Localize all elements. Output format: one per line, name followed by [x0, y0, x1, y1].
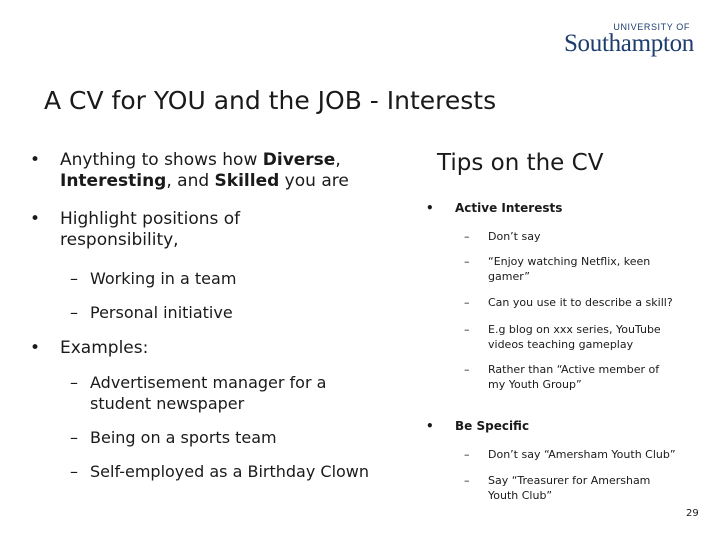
- text-fragment: you are: [279, 171, 349, 191]
- tip-item-text: Rather than “Active member of my Youth Group”: [488, 363, 660, 391]
- tip-item-text: Say “Treasurer for Amersham Youth Club”: [488, 474, 651, 502]
- dash-marker: –: [464, 323, 470, 336]
- tip-item-text: Don’t say “Amersham Youth Club”: [488, 448, 676, 461]
- example-text: Being on a sports team: [90, 428, 277, 447]
- tips-title: Tips on the CV: [437, 150, 604, 176]
- keyword-skilled: Skilled: [214, 171, 280, 191]
- sub-bullet-text: Personal initiative: [90, 303, 233, 322]
- dash-marker: –: [70, 269, 78, 288]
- dash-marker: –: [70, 303, 78, 322]
- bullet-text: [60, 150, 390, 192]
- text-fragment: , and: [166, 171, 215, 191]
- text-line: student newspaper: [90, 394, 245, 413]
- page-number: 29: [686, 508, 699, 519]
- logo-main-text: Southampton: [563, 30, 694, 57]
- dash-marker: –: [464, 363, 470, 376]
- bullet-dot: •: [426, 201, 434, 215]
- tip-item-text: E.g blog on xxx series, YouTube videos teaching gameplay: [488, 323, 661, 351]
- bullet-dot: •: [30, 209, 41, 229]
- tip-item-text: Can you use it to describe a skill?: [488, 296, 673, 309]
- dash-marker: –: [70, 428, 78, 447]
- dash-marker: –: [70, 462, 78, 481]
- tip-heading: Be Specific: [455, 419, 530, 433]
- example-text: [90, 372, 390, 414]
- dash-marker: –: [464, 230, 470, 243]
- dash-marker: –: [464, 474, 470, 487]
- dash-marker: –: [70, 373, 78, 392]
- sub-bullet-text: Working in a team: [90, 269, 237, 288]
- text-line: responsibility,: [60, 230, 179, 250]
- tip-item-text: “Enjoy watching Netflix, keen gamer”: [488, 255, 651, 283]
- slide-title: A CV for YOU and the JOB - Interests: [44, 86, 497, 115]
- text-line: Advertisement manager for a: [90, 373, 327, 392]
- keyword-diverse: Diverse: [262, 150, 336, 170]
- dash-marker: –: [464, 296, 470, 309]
- tip-heading: Active Interests: [455, 201, 563, 215]
- bullet-text: Examples:: [60, 338, 149, 358]
- example-text: Self-employed as a Birthday Clown: [90, 462, 370, 481]
- text-fragment: Anything to shows how: [60, 150, 263, 170]
- bullet-dot: •: [426, 419, 434, 433]
- dash-marker: –: [464, 255, 470, 268]
- bullet-text: [60, 209, 390, 251]
- university-logo: [552, 22, 694, 56]
- bullet-dot: •: [30, 338, 41, 358]
- logo-top-text: UNIVERSITY OF: [613, 22, 690, 32]
- text-line: Highlight positions of: [60, 209, 241, 229]
- bullet-dot: •: [30, 150, 41, 170]
- dash-marker: –: [464, 448, 470, 461]
- keyword-interesting: Interesting: [60, 171, 167, 191]
- tip-item-text: Don’t say: [488, 230, 541, 243]
- text-fragment: ,: [335, 150, 341, 170]
